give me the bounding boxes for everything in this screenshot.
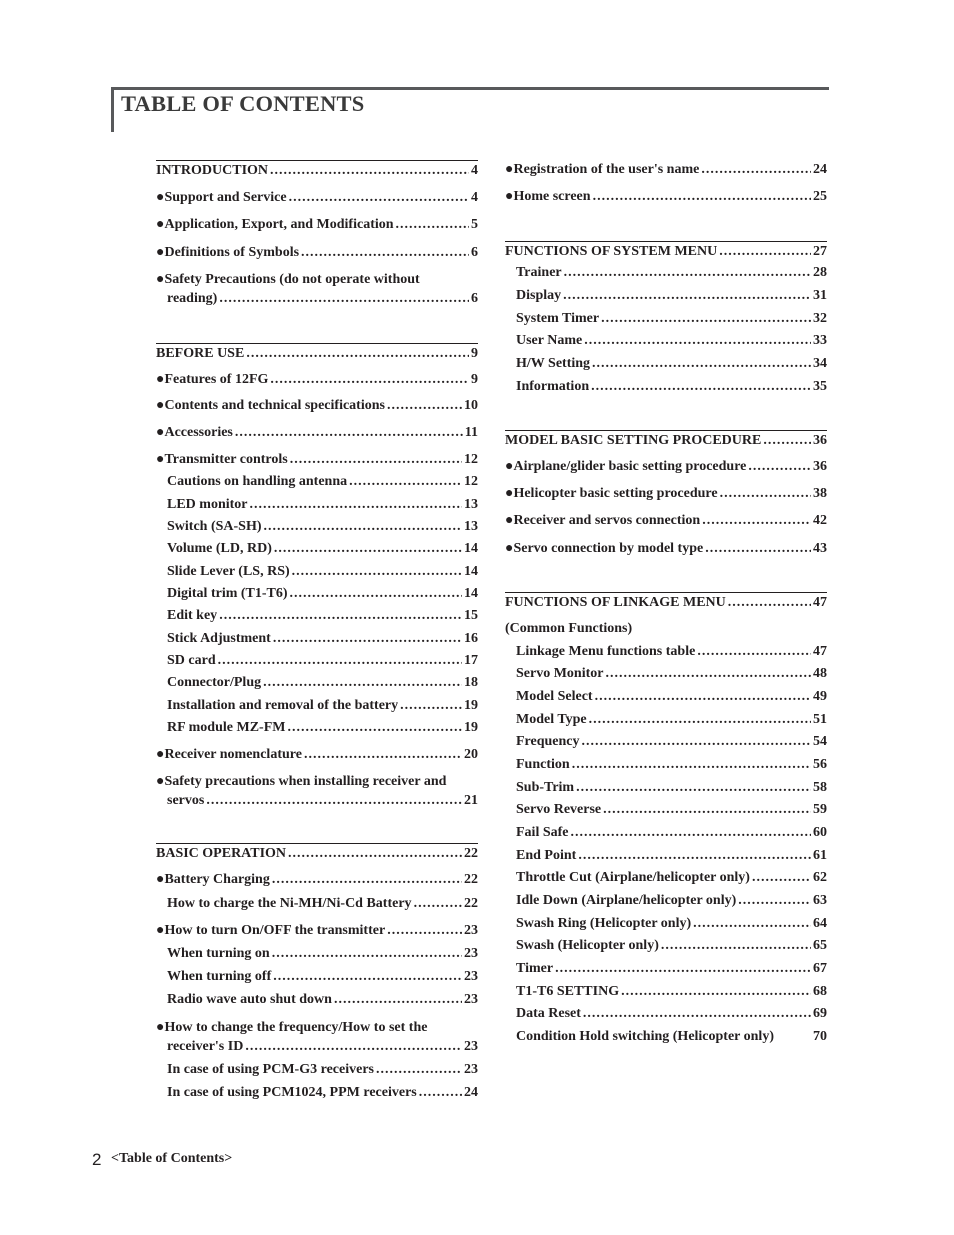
toc-subentry[interactable]: LED monitor ..... 13: [167, 496, 478, 513]
toc-subentry[interactable]: In case of using PCM-G3 receivers ..... 23: [167, 1061, 478, 1078]
toc-subentry[interactable]: Swash Ring (Helicopter only) ..... 64: [516, 915, 827, 932]
footer-label: <Table of Contents>: [111, 1151, 233, 1166]
page-number: 2: [92, 1150, 102, 1169]
toc-subentry[interactable]: Volume (LD, RD) ..... 14: [167, 540, 478, 557]
toc-subentry[interactable]: Function ..... 56: [516, 756, 827, 773]
toc-subentry[interactable]: Installation and removal of the battery ..... 19: [167, 697, 478, 714]
toc-entry[interactable]: ●Transmitter controls ..... 12: [156, 451, 478, 468]
toc-heading[interactable]: BEFORE USE ..... 9: [156, 343, 478, 362]
toc-subentry[interactable]: Switch (SA-SH) ..... 13: [167, 518, 478, 535]
toc-subentry[interactable]: User Name ..... 33: [516, 332, 827, 349]
toc-entry[interactable]: ●Battery Charging ..... 22: [156, 871, 478, 888]
toc-subentry[interactable]: Slide Lever (LS, RS) ..... 14: [167, 563, 478, 580]
toc-entry[interactable]: ●Definitions of Symbols ..... 6: [156, 244, 478, 261]
toc-entry[interactable]: ●Application, Export, and Modification ..... 5: [156, 216, 478, 233]
toc-subentry[interactable]: Swash (Helicopter only) ..... 65: [516, 937, 827, 954]
header-rule-top: [111, 87, 829, 90]
toc-subentry[interactable]: T1-T6 SETTING ..... 68: [516, 983, 827, 1000]
toc-subentry[interactable]: H/W Setting ..... 34: [516, 355, 827, 372]
toc-entry[interactable]: ●Servo connection by model type ..... 43: [505, 540, 827, 557]
toc-subentry[interactable]: When turning off ..... 23: [167, 968, 478, 985]
toc-heading[interactable]: FUNCTIONS OF LINKAGE MENU ..... 47: [505, 592, 827, 611]
toc-subentry[interactable]: Linkage Menu functions table ..... 47: [516, 643, 827, 660]
toc-entry[interactable]: ●Accessories ..... 11: [156, 424, 478, 441]
toc-subentry[interactable]: In case of using PCM1024, PPM receivers ..... 24: [167, 1084, 478, 1101]
toc-entry[interactable]: ●Safety Precautions (do not operate without reading) ..... 6: [156, 271, 478, 309]
toc-entry[interactable]: ●Safety precautions when installing receiver and servos ..... 21: [156, 773, 478, 811]
toc-subentry[interactable]: Model Type ..... 51: [516, 711, 827, 728]
toc-subentry[interactable]: Condition Hold switching (Helicopter only) 70: [516, 1029, 827, 1044]
toc-subentry[interactable]: When turning on ..... 23: [167, 945, 478, 962]
toc-subentry[interactable]: Fail Safe ..... 60: [516, 824, 827, 841]
toc-subentry[interactable]: Idle Down (Airplane/helicopter only) ..... 63: [516, 892, 827, 909]
toc-entry[interactable]: ●Features of 12FG ..... 9: [156, 371, 478, 388]
toc-subentry[interactable]: How to charge the Ni-MH/Ni-Cd Battery ..... 22: [167, 895, 478, 912]
toc-entry[interactable]: ●Receiver nomenclature ..... 20: [156, 746, 478, 763]
toc-subentry[interactable]: Radio wave auto shut down ..... 23: [167, 991, 478, 1008]
toc-entry[interactable]: ●Helicopter basic setting procedure ..... 38: [505, 485, 827, 502]
toc-subentry[interactable]: Sub-Trim ..... 58: [516, 779, 827, 796]
toc-subentry[interactable]: System Timer ..... 32: [516, 310, 827, 327]
toc-subentry[interactable]: Trainer ..... 28: [516, 264, 827, 281]
toc-subentry[interactable]: Digital trim (T1-T6) ..... 14: [167, 585, 478, 602]
toc-subentry[interactable]: Model Select ..... 49: [516, 688, 827, 705]
toc-entry[interactable]: ●Contents and technical specifications ..... 10: [156, 397, 478, 414]
toc-subentry[interactable]: Edit key ..... 15: [167, 607, 478, 624]
toc-subentry[interactable]: SD card ..... 17: [167, 652, 478, 669]
header-rule-left: [111, 87, 114, 132]
toc-subentry[interactable]: Information ..... 35: [516, 378, 827, 395]
toc-heading[interactable]: BASIC OPERATION ..... 22: [156, 843, 478, 862]
toc-entry[interactable]: ●How to turn On/OFF the transmitter ..... 23: [156, 922, 478, 939]
toc-entry[interactable]: ●Support and Service ..... 4: [156, 189, 478, 206]
toc-subentry[interactable]: Connector/Plug ..... 18: [167, 674, 478, 691]
toc-entry[interactable]: ●Registration of the user's name ..... 24: [505, 161, 827, 178]
toc-entry[interactable]: ●Receiver and servos connection ..... 42: [505, 512, 827, 529]
toc-group-label: (Common Functions): [505, 621, 633, 636]
toc-heading[interactable]: INTRODUCTION ..... 4: [156, 160, 478, 179]
toc-subentry[interactable]: Cautions on handling antenna ..... 12: [167, 473, 478, 490]
toc-subentry[interactable]: Throttle Cut (Airplane/helicopter only) ..... 62: [516, 869, 827, 886]
toc-subentry[interactable]: Servo Monitor ..... 48: [516, 665, 827, 682]
toc-subentry[interactable]: Stick Adjustment ..... 16: [167, 630, 478, 647]
toc-subentry[interactable]: Timer ..... 67: [516, 960, 827, 977]
page-title: TABLE OF CONTENTS: [121, 91, 365, 116]
toc-entry[interactable]: ●Home screen ..... 25: [505, 188, 827, 205]
toc-subentry[interactable]: End Point ..... 61: [516, 847, 827, 864]
toc-subentry[interactable]: Display ..... 31: [516, 287, 827, 304]
toc-entry[interactable]: ●Airplane/glider basic setting procedure ..... 36: [505, 458, 827, 475]
toc-subentry[interactable]: Frequency ..... 54: [516, 733, 827, 750]
toc-subentry[interactable]: Servo Reverse ..... 59: [516, 801, 827, 818]
toc-entry[interactable]: ●How to change the frequency/How to set the receiver's ID ..... 23: [156, 1019, 478, 1057]
toc-subentry[interactable]: RF module MZ-FM ..... 19: [167, 719, 478, 736]
toc-heading[interactable]: MODEL BASIC SETTING PROCEDURE ..... 36: [505, 430, 827, 449]
toc-heading[interactable]: FUNCTIONS OF SYSTEM MENU ..... 27: [505, 241, 827, 260]
toc-subentry[interactable]: Data Reset ..... 69: [516, 1005, 827, 1022]
